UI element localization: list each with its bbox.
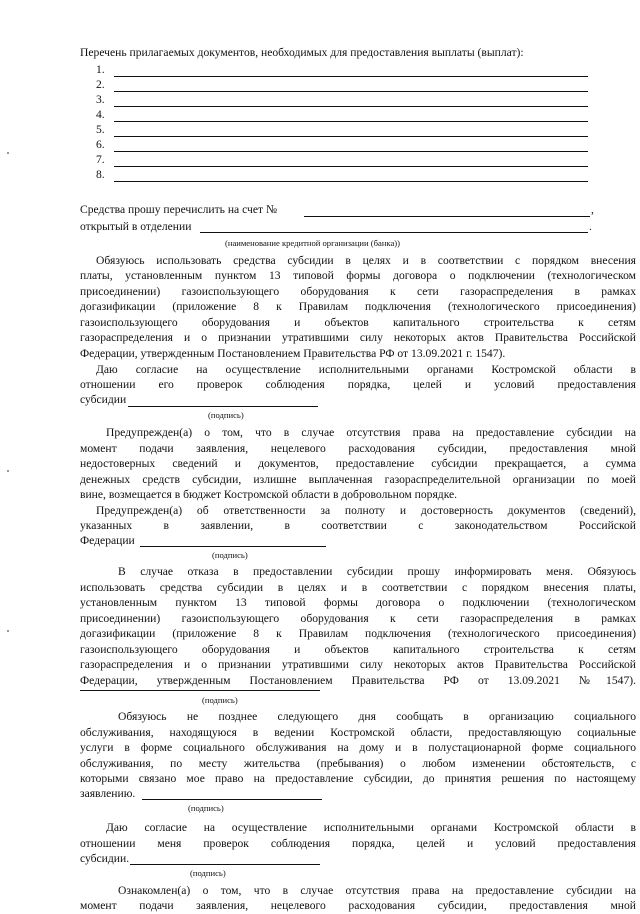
doc-line[interactable] xyxy=(114,166,588,167)
documents-list-header: Перечень прилагаемых документов, необходимых для предоставления выплаты (выплат): xyxy=(80,46,524,59)
doc-number: 5. xyxy=(96,123,105,136)
signature-line[interactable] xyxy=(142,799,322,800)
doc-number: 6. xyxy=(96,138,105,151)
paragraph-line: Федерации, утвержденным Постановлением Правительства РФ от 13.09.2021 г. 1547). xyxy=(80,347,506,360)
paragraph-line: Ознакомлен(а) о том, что в случае отсутствия права на предоставление субсидии на xyxy=(118,884,636,897)
paragraph-line: указанных в заявлении, в соответствии с законодательством Российской xyxy=(80,519,636,532)
paragraph-line: Федерации xyxy=(80,534,135,547)
doc-number: 7. xyxy=(96,153,105,166)
account-label: Средства прошу перечислить на счет № xyxy=(80,203,278,216)
paragraph-line: Обязуюсь не позднее следующего дня сообщать в организацию социального xyxy=(118,710,636,723)
paragraph-line: установленным пунктом 13 типовой формы договора о подключении (технологическом xyxy=(80,596,636,609)
paragraph-line: обслуживания, по месту жительства (пребывания) о любом изменении обстоятельств, с xyxy=(80,757,636,770)
bank-caption: (наименование кредитной организации (банка)) xyxy=(225,238,401,248)
paragraph-line: использовать средства субсидии в целях и в соответствии с порядком внесения платы, xyxy=(80,581,636,594)
doc-number: 3. xyxy=(96,93,105,106)
signature-line[interactable] xyxy=(128,406,318,407)
paragraph-line: вине, возмещается в бюджет Костромской области в добровольном порядке. xyxy=(80,488,458,501)
paragraph-line: присоединении) газоиспользующего оборудования к сети газораспределения в рамках xyxy=(80,612,636,625)
scan-speck xyxy=(7,630,9,632)
paragraph-line: денежных средств субсидии, излишне выплаченная газораспределительной организации по моей xyxy=(80,473,636,486)
paragraph-line: момент подачи заявления, нецелевого расходования субсидии, предоставления мной xyxy=(80,899,636,912)
paragraph-line: Даю согласие на осуществление исполнительными органами Костромской области в xyxy=(96,363,636,376)
paragraph-line: догазификации (приложение 8 к Правилам подключения (технологического присоединения) xyxy=(80,627,636,640)
paragraph-line: обслуживания, находящуюся в ведении Костромской области, предоставляющую социальные xyxy=(80,726,636,739)
paragraph-line: Предупрежден(а) об ответственности за полноту и достоверность документов (сведений), xyxy=(96,504,636,517)
doc-number: 4. xyxy=(96,108,105,121)
scan-speck xyxy=(7,152,9,154)
paragraph-line: платы, установленным пунктом 13 типовой формы договора о подключении (технологическом xyxy=(80,269,636,282)
paragraph-line: газоиспользующего оборудования и объектов капитального строительства к сетям xyxy=(80,316,636,329)
paragraph-line: отношении меня проверок соблюдения порядка, целей и условий предоставления xyxy=(80,837,636,850)
doc-line[interactable] xyxy=(114,91,588,92)
branch-label: открытый в отделении xyxy=(80,220,192,233)
signature-line[interactable] xyxy=(130,864,320,865)
paragraph-line: Федерации, утвержденным Постановлением Правительства РФ от 13.09.2021 №1547). xyxy=(80,674,636,687)
account-number-field[interactable] xyxy=(304,216,590,217)
doc-number: 1. xyxy=(96,63,105,76)
paragraph-line: отношении его проверок соблюдения порядка, целей и условий предоставления xyxy=(80,378,636,391)
signature-caption: (подпись) xyxy=(188,803,224,813)
paragraph-line: субсидии. xyxy=(80,852,130,865)
doc-line[interactable] xyxy=(114,121,588,122)
doc-line[interactable] xyxy=(114,106,588,107)
paragraph-line: газоиспользующего оборудования и объектов капитального строительства к сетям xyxy=(80,643,636,656)
paragraph-line: которыми связано мое право на предоставление субсидии, до принятия решения по настоящему xyxy=(80,772,636,785)
paragraph-line: газораспределения и о признании утратившими силу некоторых актов Правительства Российской xyxy=(80,331,636,344)
paragraph-line: догазификации (приложение 8 к Правилам подключения (технологического присоединения) xyxy=(80,300,636,313)
bank-branch-field[interactable] xyxy=(200,232,588,233)
scan-speck xyxy=(7,470,9,472)
branch-period: . xyxy=(589,220,592,233)
doc-number: 8. xyxy=(96,168,105,181)
account-comma: , xyxy=(591,203,594,216)
paragraph-line: услуги в форме социального обслуживания на дому и в полустационарной форме социального xyxy=(80,741,636,754)
doc-line[interactable] xyxy=(114,136,588,137)
paragraph-line: субсидии xyxy=(80,393,127,406)
paragraph-line: Обязуюсь использовать средства субсидии в целях и в соответствии с порядком внесения xyxy=(96,254,636,267)
paragraph-line: Предупрежден(а) о том, что в случае отсутствия права на предоставление субсидии на xyxy=(106,426,636,439)
paragraph-line: момент подачи заявления, нецелевого расходования субсидии, предоставления мной xyxy=(80,442,636,455)
signature-line[interactable] xyxy=(80,690,320,691)
doc-line[interactable] xyxy=(114,181,588,182)
signature-line[interactable] xyxy=(140,546,326,547)
paragraph-line: газораспределения и о признании утратившими силу некоторых актов Правительства Российской xyxy=(80,658,636,671)
signature-caption: (подпись) xyxy=(202,695,238,705)
signature-caption: (подпись) xyxy=(212,550,248,560)
paragraph-line: присоединении) газоиспользующего оборудования к сети газораспределения в рамках xyxy=(80,285,636,298)
signature-caption: (подпись) xyxy=(208,410,244,420)
paragraph-line: недостоверных сведений и документов, предоставление субсидии прекращается, а сумма xyxy=(80,457,636,470)
doc-number: 2. xyxy=(96,78,105,91)
paragraph-line: Даю согласие на осуществление исполнительными органами Костромской области в xyxy=(106,821,636,834)
doc-line[interactable] xyxy=(114,151,588,152)
doc-line[interactable] xyxy=(114,76,588,77)
paragraph-line: заявлению. xyxy=(80,787,136,800)
signature-caption: (подпись) xyxy=(190,868,226,878)
paragraph-line: В случае отказа в предоставлении субсидии прошу информировать меня. Обязуюсь xyxy=(118,565,636,578)
